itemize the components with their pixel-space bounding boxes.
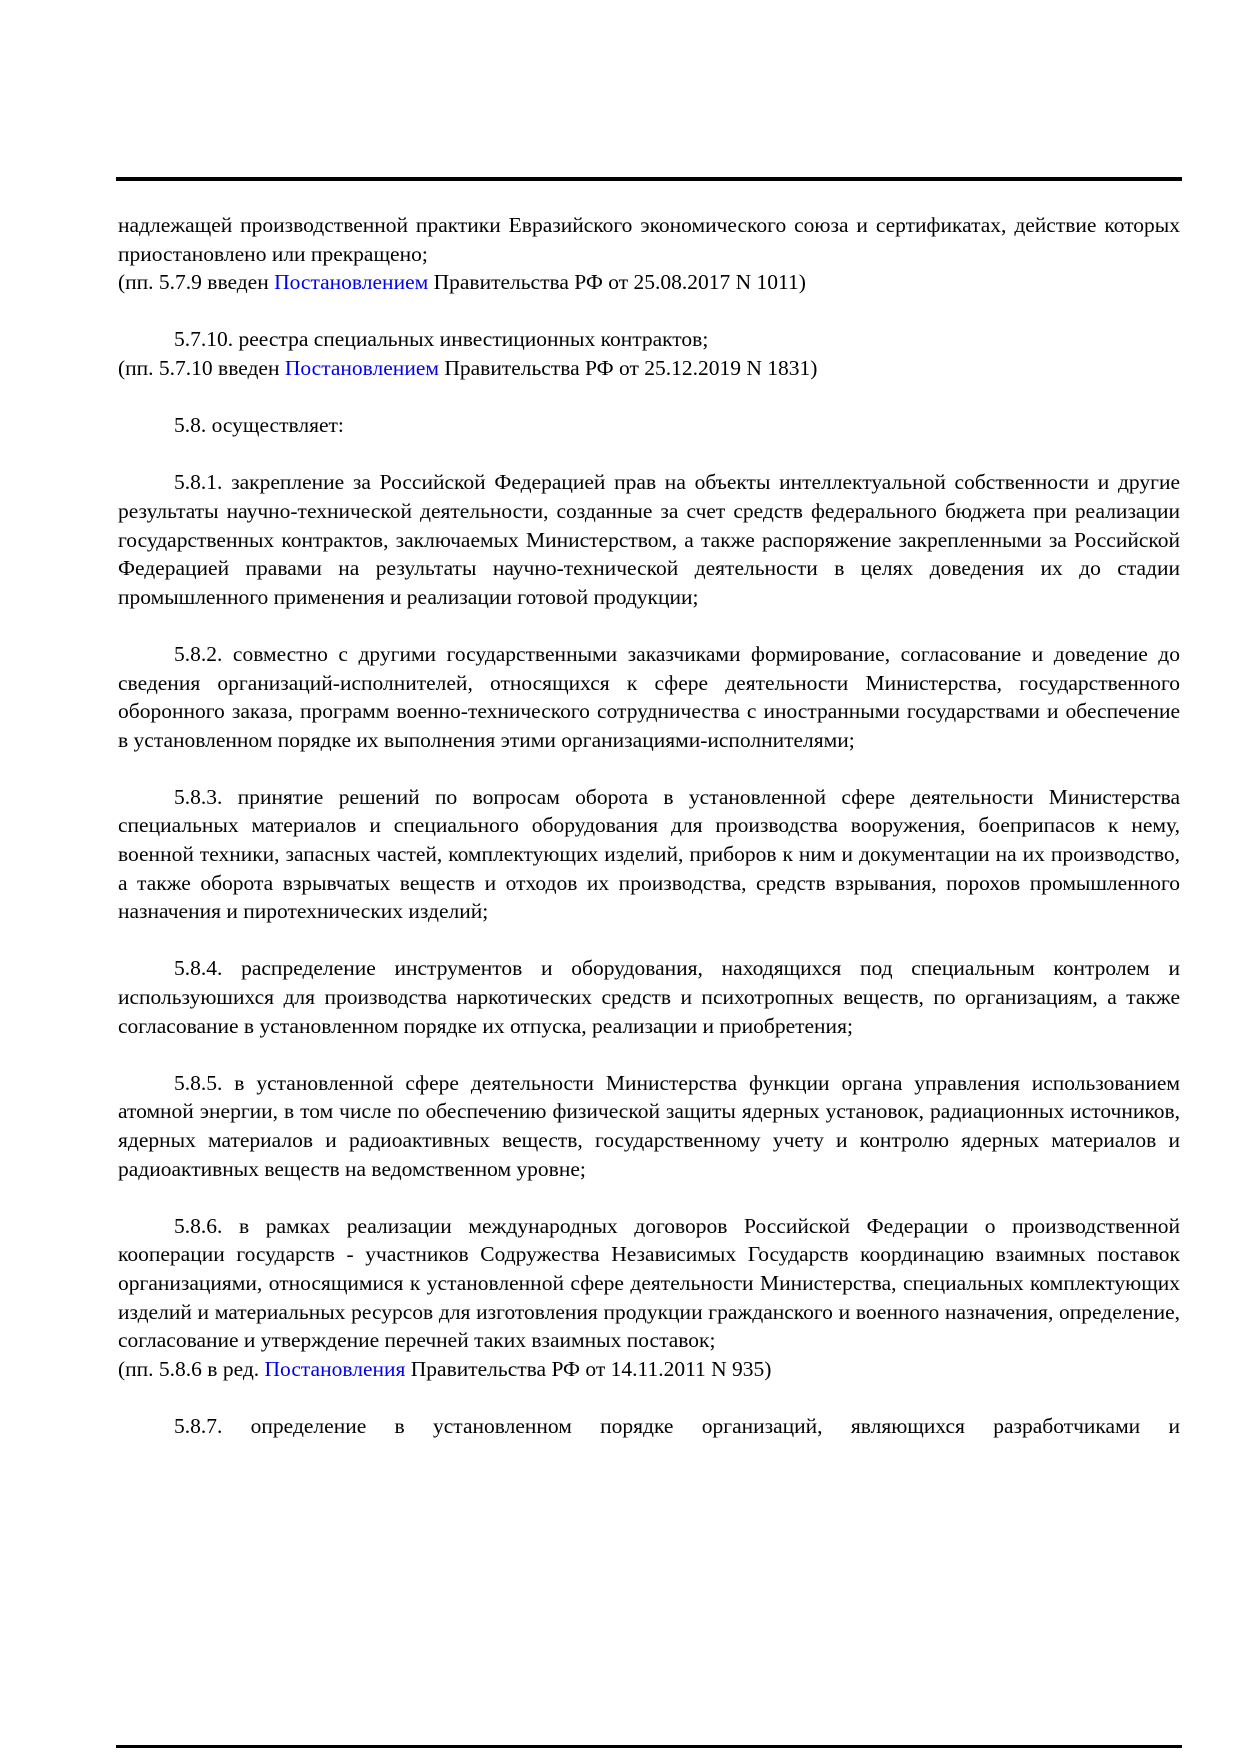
amendment-note-579: (пп. 5.7.9 введен Постановлением Правительства РФ от 25.08.2017 N 1011) [118, 270, 806, 295]
paragraph-586: 5.8.6. в рамках реализации международных договоров Российской Федерации о производственной кооперации государств - участников Содружества Независимых Государств координацию взаимных поставок организациями, относящимися к установленной сфере деятельности Министерства, специальных комплектующих изделий и материальных ресурсов для изготовления продукции гражданского и военного назначения, определение, согласование и утверждение перечней таких взаимных поставок; [118, 1213, 1180, 1353]
footer-rule [116, 1745, 1182, 1748]
paragraph-584: 5.8.4. распределение инструментов и оборудования, находящихся под специальным контролем и используюшихся для производства наркотических средств и психотропных веществ, по организациям, а также согласование в установленном порядке их отпуска, реализации и приобретения; [118, 956, 1180, 1038]
paragraph-587: 5.8.7. определение в установленном порядке организаций, являющихся разработчиками и [174, 1413, 1180, 1438]
header-rule [116, 177, 1182, 181]
paragraph-582: 5.8.2. совместно с другими государственными заказчиками формирование, согласование и доведение до сведения организаций-исполнителей, относящихся к сфере деятельности Министерства, государственного оборонного заказа, программ военно-технического сотрудничества с иностранными государствами и обеспечение в установленном порядке их выполнения этими организациями-исполнителями; [118, 641, 1180, 752]
decree-link-586[interactable]: Постановления [264, 1356, 406, 1381]
paragraph-5710: 5.7.10. реестра специальных инвестиционных контрактов; [174, 327, 709, 352]
decree-link-5710[interactable]: Постановлением [284, 355, 439, 380]
document-body [118, 211, 1180, 1441]
decree-link-579[interactable]: Постановлением [274, 270, 429, 295]
paragraph-583: 5.8.3. принятие решений по вопросам оборота в установленной сфере деятельности Министерства специальных материалов и специального оборудования для производства вооружения, боеприпасов к нему, военной техники, запасных частей, комплектующих изделий, приборов к ним и документации на их производство, а также оборота взрывчатых веществ и отходов их производства, средств взрывания, порохов промышленного назначения и пиротехнических изделий; [118, 784, 1180, 924]
paragraph-585: 5.8.5. в установленной сфере деятельности Министерства функции органа управления использованием атомной энергии, в том числе по обеспечению физической защиты ядерных установок, радиационных источников, ядерных материалов и радиоактивных веществ, государственному учету и контролю ядерных материалов и радиоактивных веществ на ведомственном уровне; [118, 1070, 1180, 1181]
amendment-note-5710: (пп. 5.7.10 введен Постановлением Правительства РФ от 25.12.2019 N 1831) [118, 355, 818, 380]
paragraph-579-continued: надлежащей производственной практики Евразийского экономического союза и сертификатах, действие которых приостановлено или прекращено; [118, 213, 1180, 266]
paragraph-58: 5.8. осуществляет: [174, 413, 344, 438]
amendment-note-586: (пп. 5.8.6 в ред. Постановления Правительства РФ от 14.11.2011 N 935) [118, 1356, 772, 1381]
paragraph-581: 5.8.1. закрепление за Российской Федерацией прав на объекты интеллектуальной собственности и другие результаты научно-технической деятельности, созданные за счет средств федерального бюджета при реализации государственных контрактов, заключаемых Министерством, а также распоряжение закрепленными за Российской Федерацией правами на результаты научно-технической деятельности в целях доведения их до стадии промышленного применения и реализации готовой продукции; [118, 470, 1180, 609]
